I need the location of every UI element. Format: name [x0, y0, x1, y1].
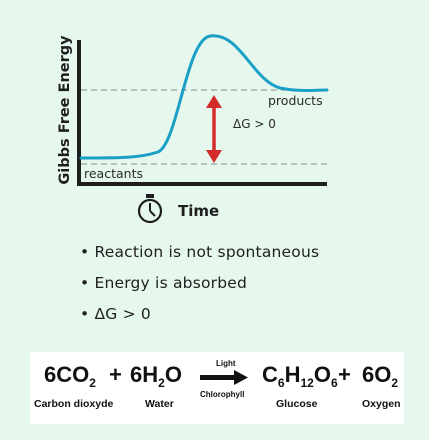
double-headed-arrow-icon [206, 95, 222, 163]
photosynthesis-equation [30, 352, 404, 424]
products-label: products [268, 93, 323, 108]
light-label: Light [216, 359, 236, 368]
oxygen-formula: $6O_2$ [362, 362, 399, 390]
plus-sign: + [338, 362, 351, 387]
plus-sign: + [109, 362, 122, 387]
reaction-arrow-icon [200, 370, 248, 386]
y-axis-label: Gibbs Free Energy [57, 35, 73, 185]
delta-g-label: ΔG > 0 [233, 117, 276, 131]
water-caption: Water [145, 398, 174, 410]
bullet-item: • ΔG > 0 [80, 305, 151, 323]
water-formula: $6H_2O$ [130, 362, 182, 390]
carbon-dioxide-caption: Carbon dioxyde [34, 398, 114, 410]
carbon-dioxide-formula: $6CO_2$ [44, 362, 96, 390]
x-axis-label: Time [178, 202, 220, 220]
bullet-item: • Reaction is not spontaneous [80, 243, 320, 261]
chlorophyll-label: Chlorophyll [200, 390, 245, 399]
stopwatch-icon [139, 194, 161, 222]
bullet-item: • Energy is absorbed [80, 274, 248, 292]
reactants-label: reactants [84, 166, 143, 181]
oxygen-caption: Oxygen [362, 398, 401, 410]
bullet-list [80, 244, 319, 337]
glucose-caption: Glucose [276, 398, 318, 410]
glucose-formula: $C_6H_{12}O_6$ [262, 362, 338, 390]
